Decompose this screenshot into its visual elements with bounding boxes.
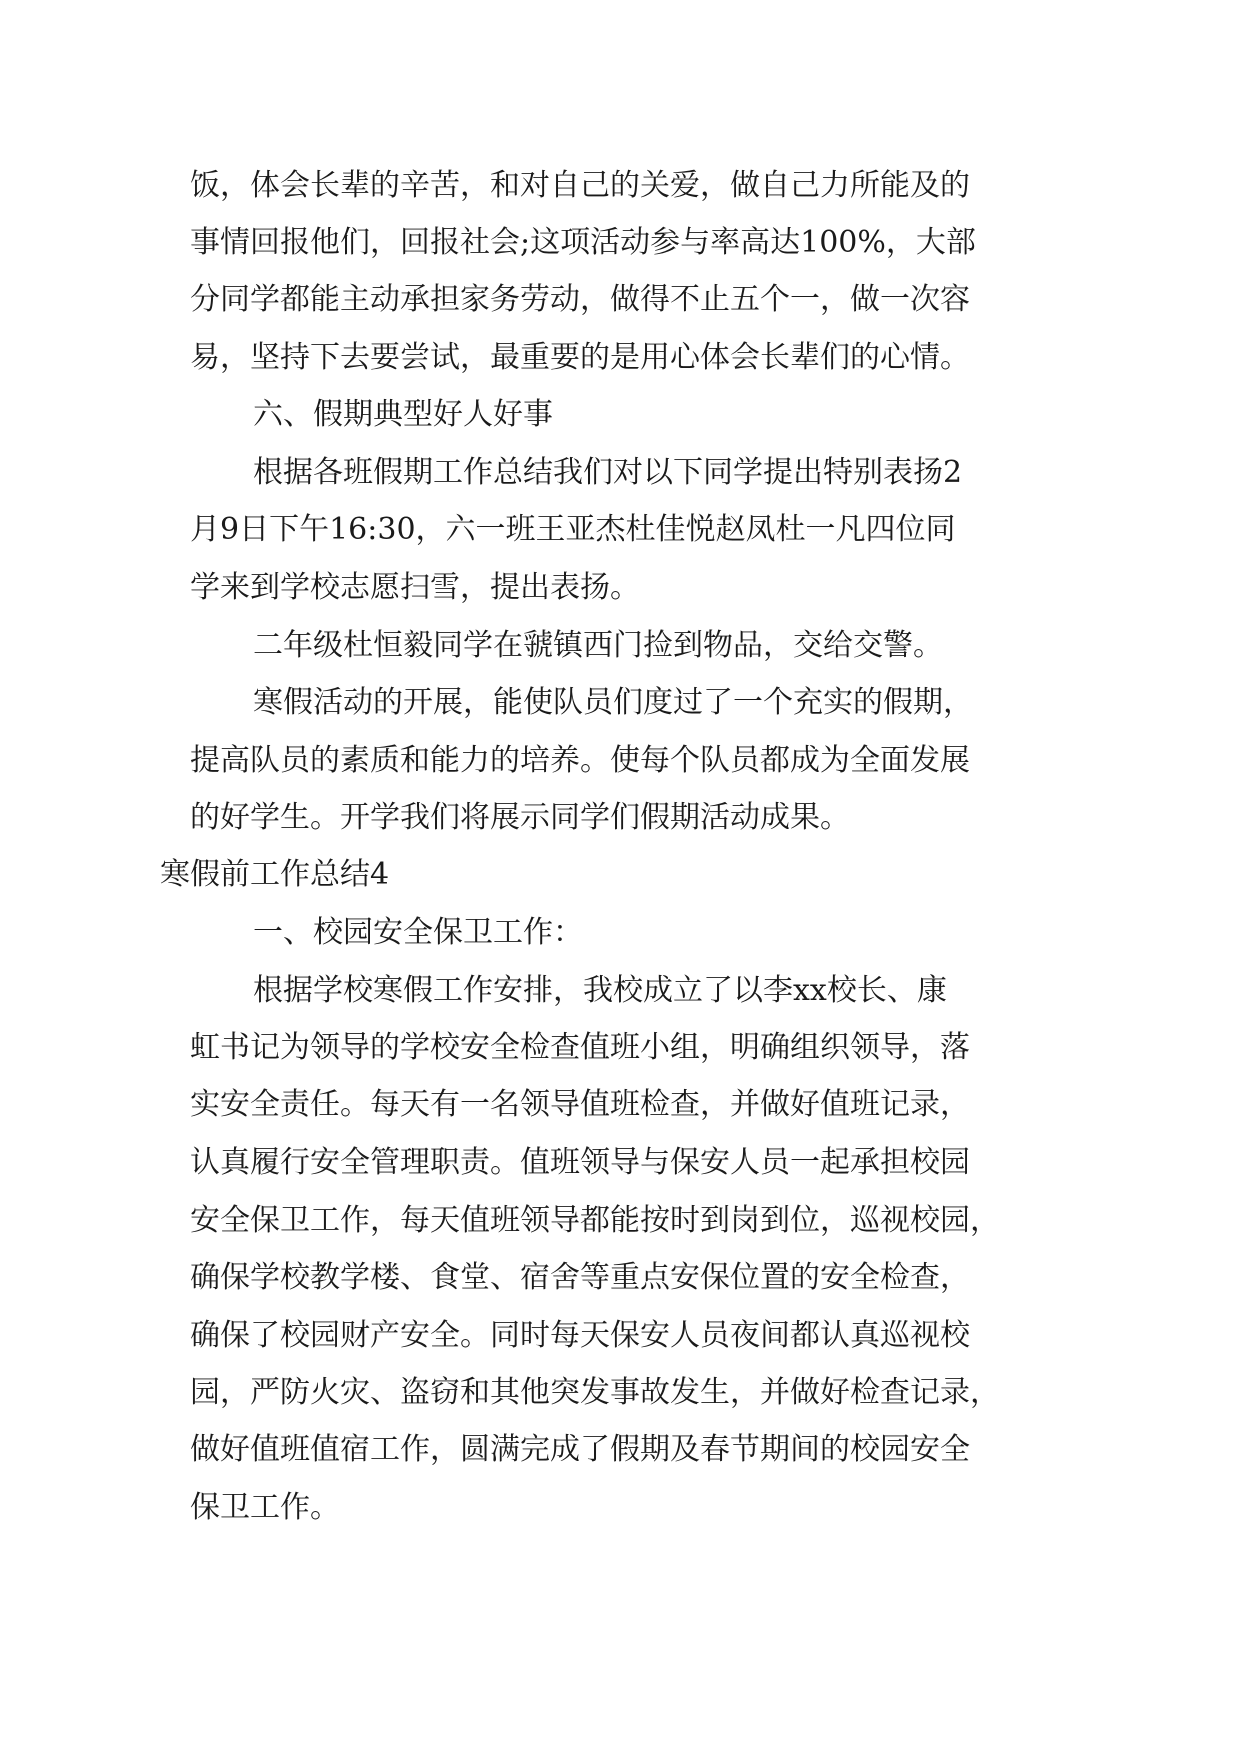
text-line: 根据各班假期工作总结我们对以下同学提出特别表扬2	[253, 455, 963, 490]
document-title: 寒假前工作总结4	[160, 857, 390, 892]
text-line: 确保了校园财产安全。同时每天保安人员夜间都认真巡视校	[190, 1318, 970, 1353]
text-line: 寒假活动的开展，能使队员们度过了一个充实的假期，	[253, 685, 973, 720]
text-line: 虹书记为领导的学校安全检查值班小组，明确组织领导，落	[190, 1030, 970, 1065]
section-heading: 六、假期典型好人好事	[253, 397, 553, 432]
text-line: 保卫工作。	[190, 1490, 340, 1525]
text-line: 认真履行安全管理职责。值班领导与保安人员一起承担校园	[190, 1145, 970, 1180]
text-line: 易，坚持下去要尝试，最重要的是用心体会长辈们的心情。	[190, 340, 970, 375]
text-line: 分同学都能主动承担家务劳动，做得不止五个一，做一次容	[190, 282, 970, 317]
section-heading: 一、校园安全保卫工作：	[253, 915, 583, 950]
text-line: 饭，体会长辈的辛苦，和对自己的关爱，做自己力所能及的	[190, 168, 970, 203]
text-line: 的好学生。开学我们将展示同学们假期活动成果。	[190, 800, 850, 835]
text-line: 安全保卫工作，每天值班领导都能按时到岗到位，巡视校园，	[190, 1203, 1000, 1238]
text-line: 确保学校教学楼、食堂、宿舍等重点安保位置的安全检查，	[190, 1260, 970, 1295]
text-line: 根据学校寒假工作安排，我校成立了以李xx校长、康	[253, 973, 947, 1008]
text-line: 实安全责任。每天有一名领导值班检查，并做好值班记录，	[190, 1087, 970, 1122]
text-line: 学来到学校志愿扫雪，提出表扬。	[190, 570, 640, 605]
text-line: 做好值班值宿工作，圆满完成了假期及春节期间的校园安全	[190, 1432, 970, 1467]
text-line: 提高队员的素质和能力的培养。使每个队员都成为全面发展	[190, 743, 970, 778]
text-line: 事情回报他们，回报社会;这项活动参与率高达100%，大部	[190, 225, 976, 260]
text-line: 二年级杜恒毅同学在虢镇西门捡到物品，交给交警。	[253, 628, 943, 663]
text-line: 月9日下午16:30，六一班王亚杰杜佳悦赵凤杜一凡四位同	[190, 512, 956, 547]
text-line: 园，严防火灾、盗窃和其他突发事故发生，并做好检查记录，	[190, 1375, 1000, 1410]
